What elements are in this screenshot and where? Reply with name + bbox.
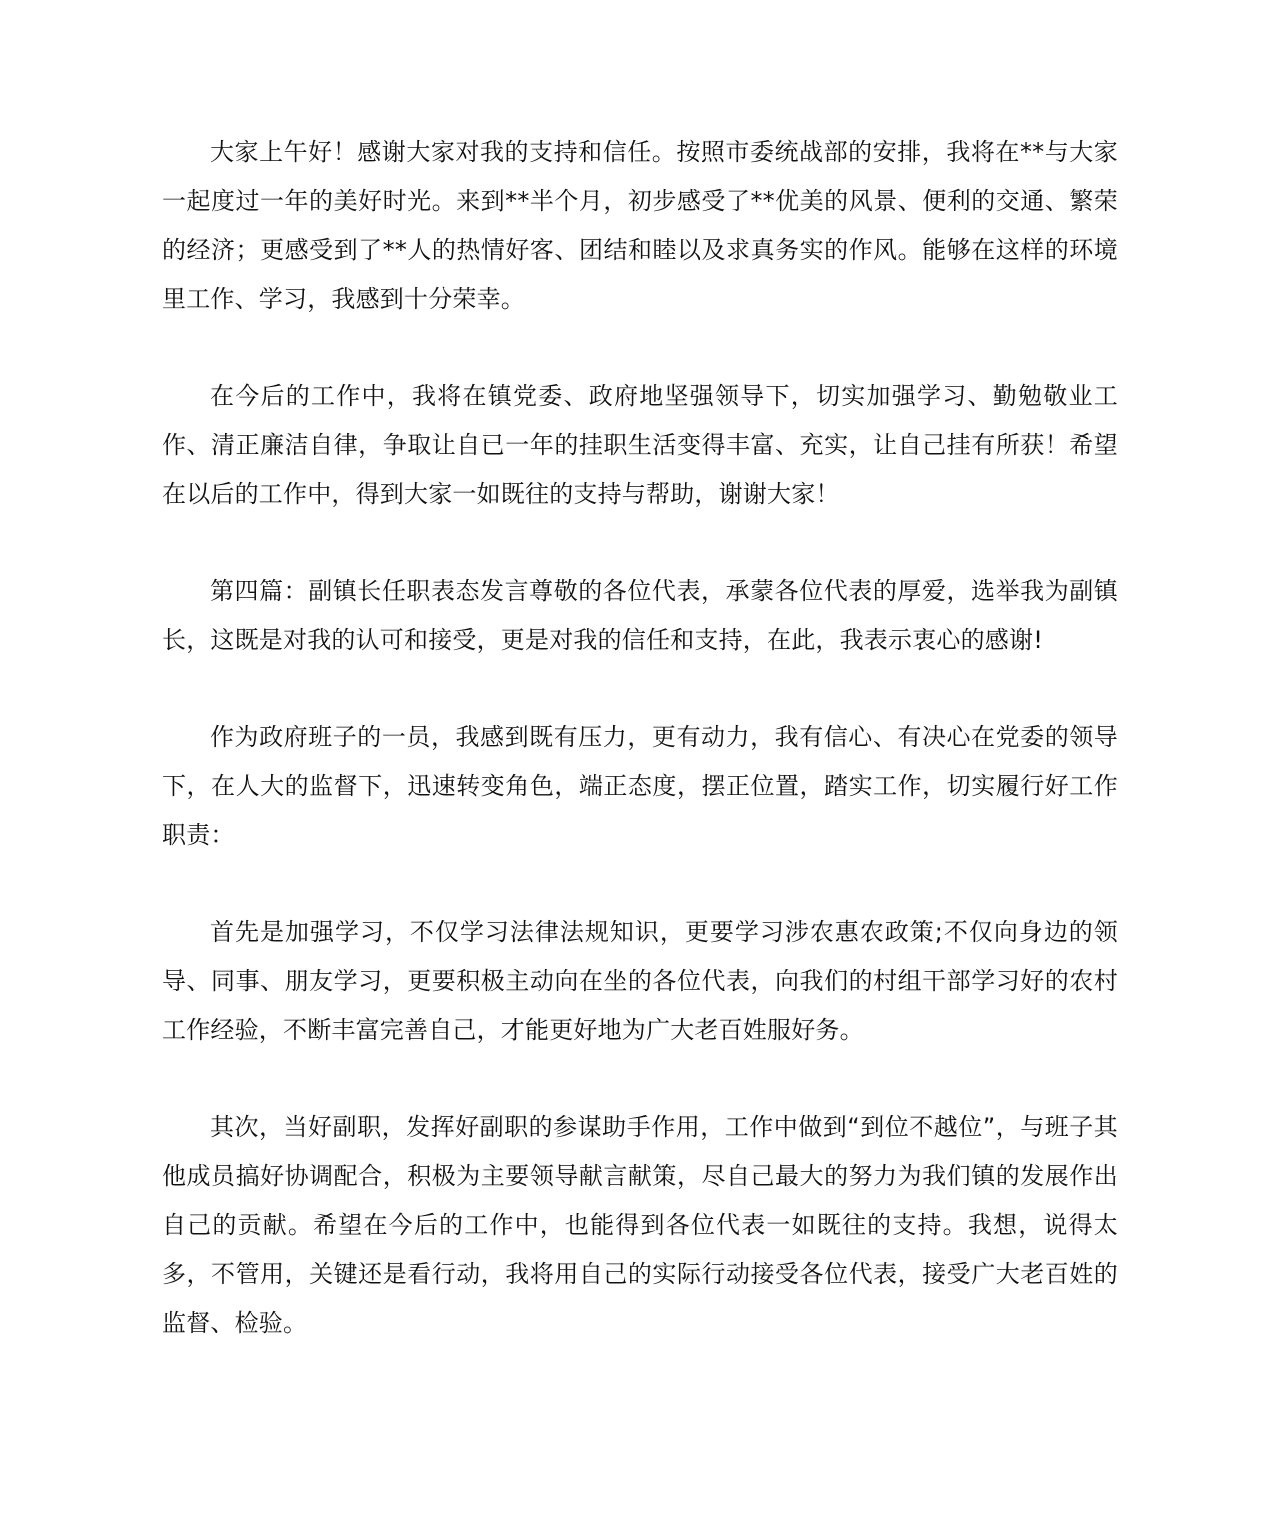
paragraph: 第四篇：副镇长任职表态发言尊敬的各位代表，承蒙各位代表的厚爱，选举我为副镇长，这既是对我的认可和接受，更是对我的信任和支持，在此，我表示衷心的感谢! — [162, 577, 1118, 654]
document-page — [162, 128, 1118, 1348]
paragraph: 作为政府班子的一员，我感到既有压力，更有动力，我有信心、有决心在党委的领导下，在人大的监督下，迅速转变角色，端正态度，摆正位置，踏实工作，切实履行好工作职责： — [162, 723, 1118, 849]
paragraph: 在今后的工作中，我将在镇党委、政府地坚强领导下，切实加强学习、勤勉敬业工作、清正廉洁自律，争取让自已一年的挂职生活变得丰富、充实，让自己挂有所获！希望在以后的工作中，得到大家一如既往的支持与帮助，谢谢大家！ — [162, 382, 1118, 508]
paragraph: 其次，当好副职，发挥好副职的参谋助手作用，工作中做到“到位不越位”，与班子其他成员搞好协调配合，积极为主要领导献言献策，尽自己最大的努力为我们镇的发展作出自己的贡献。希望在今后的工作中，也能得到各位代表一如既往的支持。我想，说得太多，不管用，关键还是看行动，我将用自己的实际行动接受各位代表，接受广大老百姓的监督、检验。 — [162, 1113, 1118, 1337]
paragraph: 大家上午好！感谢大家对我的支持和信任。按照市委统战部的安排，我将在**与大家一起度过一年的美好时光。来到**半个月，初步感受了**优美的风景、便利的交通、繁荣的经济；更感受到了**人的热情好客、团结和睦以及求真务实的作风。能够在这样的环境里工作、学习，我感到十分荣幸。 — [162, 138, 1118, 313]
paragraph: 首先是加强学习，不仅学习法律法规知识，更要学习涉农惠农政策;不仅向身边的领导、同事、朋友学习，更要积极主动向在坐的各位代表，向我们的村组干部学习好的农村工作经验，不断丰富完善自己，才能更好地为广大老百姓服好务。 — [162, 918, 1118, 1044]
